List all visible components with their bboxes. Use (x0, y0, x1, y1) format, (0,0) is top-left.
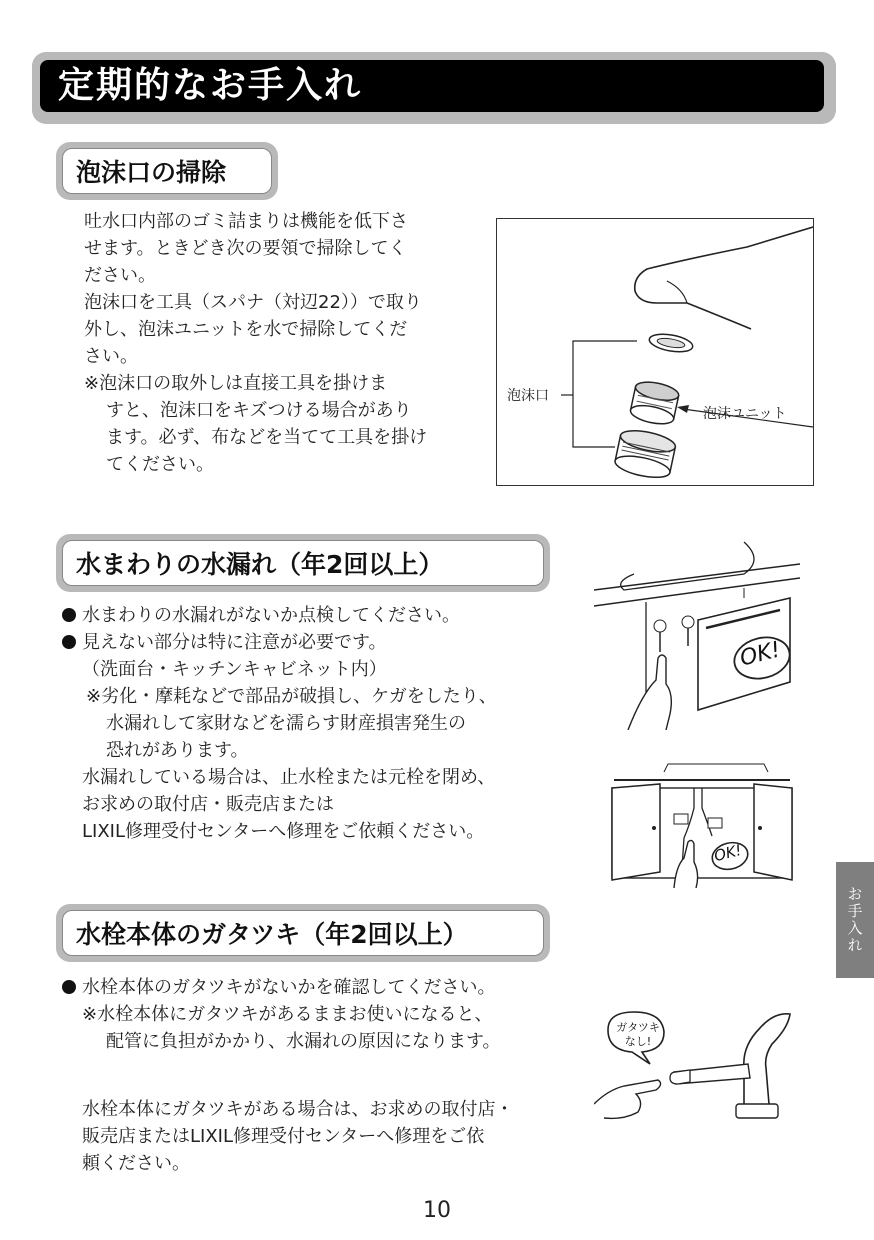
wobble-text (62, 974, 501, 1055)
text-line: 外し、泡沫ユニットを水で掃除してくだ (84, 319, 408, 340)
text-line: LIXIL修理受付センターへ修理をご依頼ください。 (82, 821, 485, 842)
aerator-illustration (497, 219, 813, 485)
text-line: さい。 (84, 346, 138, 367)
bubble-line: ガタツキ (616, 1021, 660, 1034)
bullet-text: 水まわりの水漏れがないか点検してください。 (82, 605, 460, 626)
note-line: ます。必ず、布などを当てて工具を掛け (106, 427, 428, 448)
leak-text (62, 602, 497, 845)
note-line: 配管に負担がかかり、水漏れの原因になります。 (106, 1031, 501, 1052)
page-title: 定期的なお手入れ (58, 65, 363, 106)
text-line: 吐水口内部のゴミ詰まりは機能を低下さ (84, 211, 408, 232)
kitchen-cabinet-illustration (604, 758, 800, 888)
bullet-dot (62, 608, 76, 622)
section-heading-wobble: 水栓本体のガタツキ（年2回以上） (76, 920, 468, 949)
aerator-unit-label: 泡沫ユニット (703, 406, 787, 422)
side-tab-maintenance: お手入れ (836, 862, 874, 978)
bullet-item (62, 602, 497, 629)
aerator-figure (496, 218, 814, 486)
text-line: 泡沫口を工具（スパナ（対辺22））で取り (84, 292, 422, 313)
bullet-text: 見えない部分は特に注意が必要です。 (82, 632, 387, 653)
bullet-text: 水栓本体のガタツキがないかを確認してください。 (82, 977, 496, 998)
bullet-item (62, 974, 501, 1001)
section-heading-leak: 水まわりの水漏れ（年2回以上） (76, 550, 444, 579)
text-line: 販売店またはLIXIL修理受付センターへ修理をご依 (82, 1126, 485, 1147)
note-line: てください。 (106, 454, 214, 475)
speech-bubble-text (612, 1021, 664, 1049)
ok-badge: OK! (737, 637, 783, 672)
kitchen-cabinet-figure (604, 758, 800, 888)
note-line: すと、泡沫口をキズつける場合があり (106, 400, 412, 421)
aerator-text (84, 208, 427, 478)
section-heading-aerator: 泡沫口の掃除 (76, 158, 227, 187)
text-line: 頼ください。 (82, 1153, 190, 1174)
vanity-cabinet-illustration (594, 534, 800, 730)
aerator-label: 泡沫口 (507, 388, 549, 404)
note-line: ※泡沫口の取外しは直接工具を掛けま (84, 373, 388, 394)
faucet-figure (594, 1006, 800, 1122)
sub-text: （洗面台・キッチンキャビネット内） (82, 659, 387, 680)
text-line: せます。ときどき次の要領で掃除してく (84, 238, 407, 259)
note-line: ※水栓本体にガタツキがあるままお使いになると、 (82, 1004, 493, 1025)
wobble-body (82, 1096, 513, 1177)
text-line: お求めの取付店・販売店または (82, 794, 334, 815)
bullet-dot (62, 980, 76, 994)
bubble-line: なし! (624, 1035, 652, 1048)
text-line: 水漏れしている場合は、止水栓または元栓を閉め、 (82, 767, 496, 788)
note-line: 恐れがあります。 (106, 740, 249, 761)
bullet-dot (62, 635, 76, 649)
text-line: 水栓本体にガタツキがある場合は、お求めの取付店・ (82, 1099, 514, 1120)
ok-badge: OK! (712, 840, 744, 866)
text-line: ださい。 (84, 265, 156, 286)
note-line: ※劣化・摩耗などで部品が破損し、ケガをしたり、 (86, 686, 497, 707)
vanity-cabinet-figure (594, 534, 800, 730)
bullet-item (62, 629, 497, 656)
note-line: 水漏れして家財などを濡らす財産損害発生の (106, 713, 466, 734)
page-number: 10 (423, 1198, 451, 1223)
